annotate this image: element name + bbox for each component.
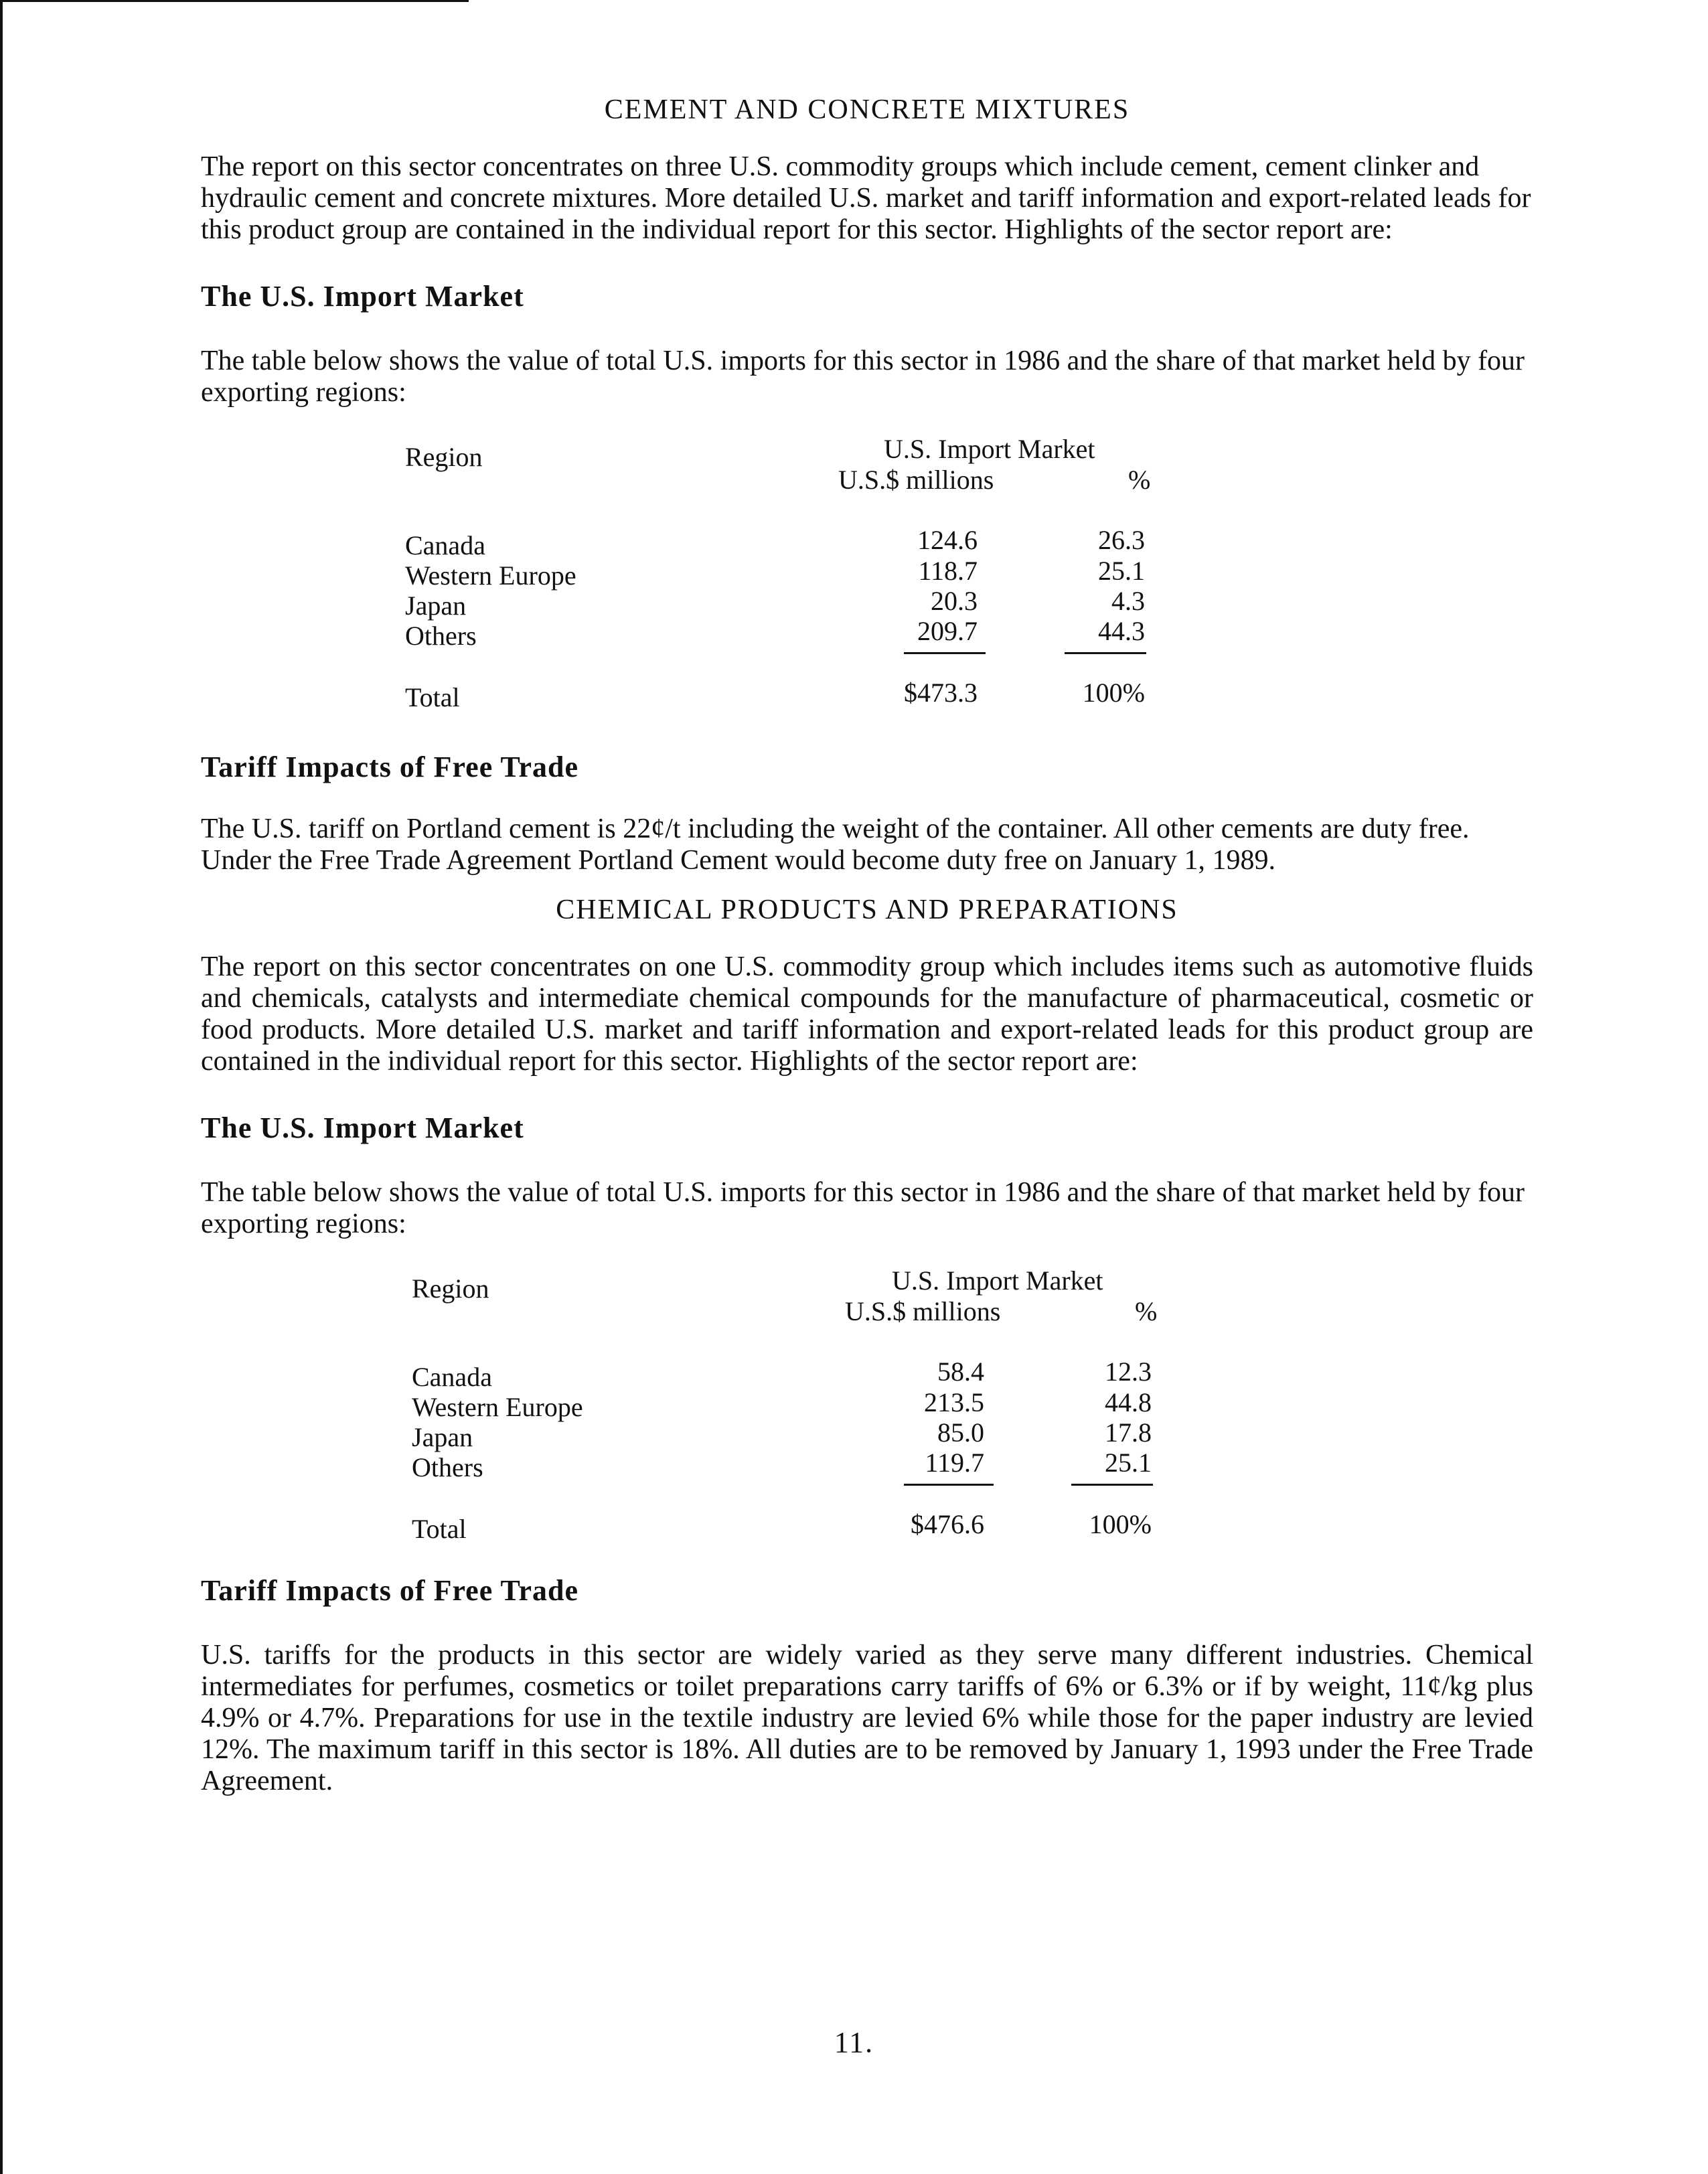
table-row-millions: 209.7 bbox=[917, 616, 978, 646]
tariff-heading-cement: Tariff Impacts of Free Trade bbox=[201, 751, 579, 783]
table-row-pct: 25.1 bbox=[1098, 556, 1145, 586]
table-total-pct: 100% bbox=[1089, 1509, 1152, 1539]
document-content bbox=[201, 87, 1533, 1831]
import-market-heading-cement: The U.S. Import Market bbox=[201, 280, 524, 313]
table-row-region: Western Europe bbox=[405, 560, 576, 591]
import-table-cement bbox=[201, 434, 1533, 723]
table-header-pct: % bbox=[1135, 1296, 1158, 1326]
table-header-region: Region bbox=[405, 442, 483, 472]
column-total-rule bbox=[904, 1484, 994, 1486]
table-row-region: Others bbox=[405, 621, 477, 651]
page-border-left bbox=[0, 0, 3, 2174]
table-total-label: Total bbox=[405, 682, 460, 712]
table-header-pct: % bbox=[1128, 465, 1151, 495]
table-row-pct: 26.3 bbox=[1098, 525, 1145, 555]
import-market-text-chemical: The table below shows the value of total U.S. imports for this sector in 1986 and the share of that market held by four exporting regions: bbox=[201, 1177, 1525, 1239]
import-table-chemical bbox=[201, 1265, 1533, 1555]
section-title-chemical: CHEMICAL PRODUCTS AND PREPARATIONS bbox=[556, 895, 1178, 925]
table-row-millions: 118.7 bbox=[918, 556, 978, 586]
table-row-millions: 85.0 bbox=[937, 1417, 984, 1448]
table-row-millions: 213.5 bbox=[924, 1387, 984, 1417]
table-row-millions: 20.3 bbox=[931, 586, 978, 616]
table-header-market: U.S. Import Market bbox=[892, 1265, 1103, 1296]
table-row-pct: 44.3 bbox=[1098, 616, 1145, 646]
table-row-region: Japan bbox=[412, 1422, 473, 1452]
table-row-pct: 17.8 bbox=[1105, 1417, 1152, 1448]
column-total-rule bbox=[904, 652, 986, 654]
table-row-millions: 58.4 bbox=[937, 1356, 984, 1387]
tariff-heading-chemical: Tariff Impacts of Free Trade bbox=[201, 1574, 579, 1607]
table-row-region: Others bbox=[412, 1452, 483, 1482]
table-header-millions: U.S.$ millions bbox=[845, 1296, 1001, 1326]
table-row-pct: 12.3 bbox=[1105, 1356, 1152, 1387]
section-intro-chemical: The report on this sector concentrates on one U.S. commodity group which includes items such as automotive fluids and chemicals, catalysts and intermediate chemical compounds for the manufacture of pharmaceutical, cosmetic or food products. More detailed U.S. market and tariff information and export-related leads for this product group are contained in the individual report for this sector. Highlights of the sector report are: bbox=[201, 951, 1533, 1077]
tariff-text-chemical: U.S. tariffs for the products in this sector are widely varied as they serve many different industries. Chemical intermediates for perfumes, cosmetics or toilet preparations carry tariffs of 6% or 6.3% or if by weight, 11¢/kg plus 4.9% or 4.7%. Preparations for use in the textile industry are levied 6% while those for the paper industry are levied 12%. The maximum tariff in this sector is 18%. All duties are to be removed by January 1, 1993 under the Free Trade Agreement. bbox=[201, 1640, 1533, 1796]
table-row-pct: 4.3 bbox=[1111, 586, 1145, 616]
tariff-text-cement: The U.S. tariff on Portland cement is 22¢/t including the weight of the container. All other cements are duty free. Under the Free Trade Agreement Portland Cement would become duty free on January 1, 1989. bbox=[201, 813, 1470, 876]
section-intro-cement: The report on this sector concentrates on three U.S. commodity groups which include cement, cement clinker and hydraulic cement and concrete mixtures. More detailed U.S. market and tariff information and export-related leads for this product group are contained in the individual report for this sector. Highlights of the sector report are: bbox=[201, 151, 1531, 245]
table-total-pct: 100% bbox=[1082, 678, 1145, 708]
table-total-millions: $473.3 bbox=[904, 678, 978, 708]
section-title-cement: CEMENT AND CONCRETE MIXTURES bbox=[604, 94, 1130, 125]
table-total-millions: $476.6 bbox=[911, 1509, 984, 1539]
table-header-region: Region bbox=[412, 1273, 489, 1304]
column-total-rule bbox=[1065, 652, 1146, 654]
table-row-pct: 25.1 bbox=[1105, 1448, 1152, 1478]
table-row-millions: 119.7 bbox=[925, 1448, 984, 1478]
import-market-heading-chemical: The U.S. Import Market bbox=[201, 1111, 524, 1144]
table-header-market: U.S. Import Market bbox=[884, 434, 1095, 464]
import-market-text-cement: The table below shows the value of total U.S. imports for this sector in 1986 and the share of that market held by four exporting regions: bbox=[201, 345, 1525, 408]
table-total-label: Total bbox=[412, 1514, 467, 1544]
table-row-millions: 124.6 bbox=[917, 525, 978, 555]
table-row-region: Canada bbox=[412, 1362, 492, 1392]
table-header-millions: U.S.$ millions bbox=[838, 465, 994, 495]
table-row-region: Western Europe bbox=[412, 1392, 583, 1422]
column-total-rule bbox=[1071, 1484, 1153, 1486]
table-row-region: Japan bbox=[405, 591, 467, 621]
page-number: 11. bbox=[834, 2026, 874, 2059]
page-border-top bbox=[0, 0, 469, 2]
table-row-pct: 44.8 bbox=[1105, 1387, 1152, 1417]
table-row-region: Canada bbox=[405, 530, 485, 560]
